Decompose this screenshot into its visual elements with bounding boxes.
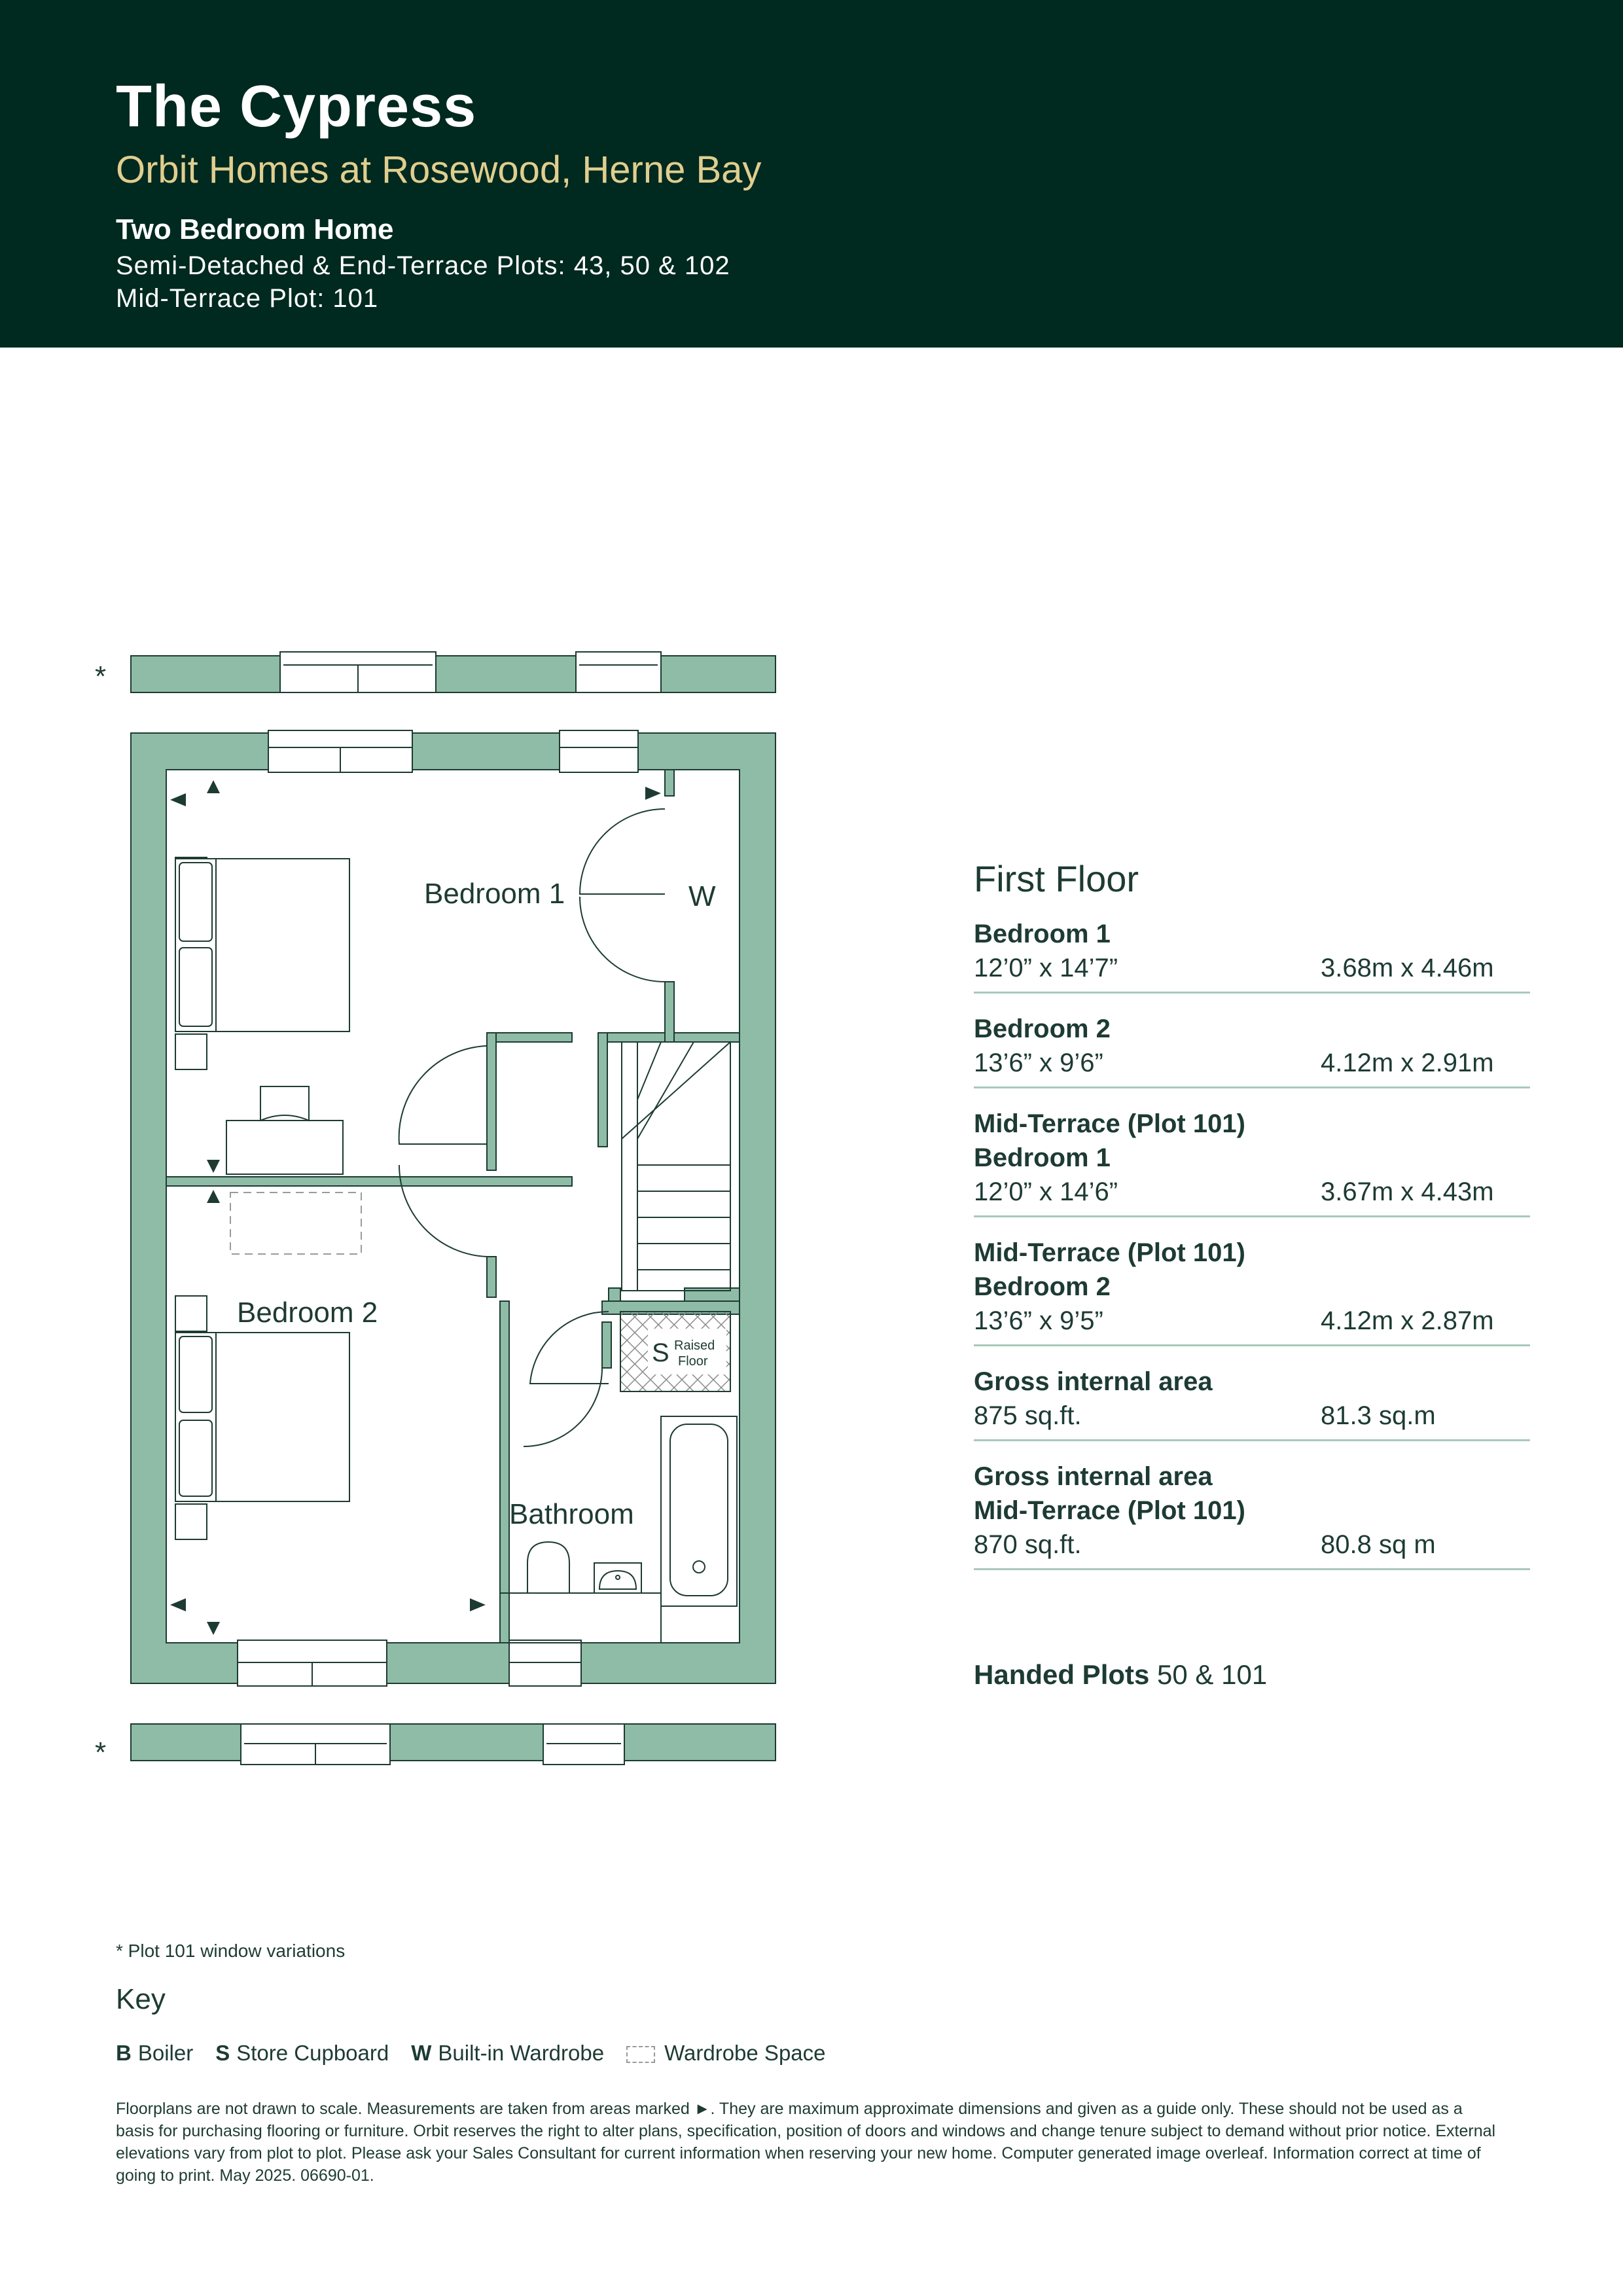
spec-title: Mid-Terrace (Plot 101) [974, 1238, 1245, 1267]
disclaimer: Floorplans are not drawn to scale. Measurements are taken from areas marked ►. They are maximum approximate dimensions and given as a guide only. These should not be used as a basis for purchasing flooring or furniture. Orbit reserves the right to alter plans, specification, position of doors and windows and change tenure subject to demand without prior notice. External elevations vary from plot to plot. Please ask your Sales Consultant for current information when reserving your new home. Computer generated image overleaf. Information correct at time of going to print. May 2025. 06690-01. [116, 2100, 1496, 2185]
raised-floor-label-2: Floor [678, 1354, 708, 1369]
spec-item [974, 1102, 1530, 1217]
spec-title: Bedroom 1 [974, 1143, 1111, 1172]
room-label-wardrobe: W [688, 880, 716, 912]
room-dimensions-panel [974, 857, 1530, 1583]
key-wardrobe-space: Wardrobe Space [626, 2041, 825, 2066]
handed-plots-label: Handed Plots [974, 1659, 1150, 1690]
floor-plan [85, 641, 812, 1780]
bathtub [661, 1416, 737, 1606]
wardrobe-space-swatch-icon [626, 2046, 655, 2063]
raised-floor-label-1: Raised [674, 1338, 715, 1353]
spec-imperial: 870 sq.ft. [974, 1530, 1082, 1559]
home-type: Two Bedroom Home [116, 213, 394, 245]
spec-item [974, 1007, 1530, 1088]
window-variation-star-top: * [95, 660, 107, 692]
spec-imperial: 13’6” x 9’6” [974, 1049, 1103, 1077]
spec-title: Bedroom 2 [974, 1014, 1111, 1043]
spec-title: Mid-Terrace (Plot 101) [974, 1496, 1245, 1525]
spec-item [974, 912, 1530, 994]
spec-title: Gross internal area [974, 1367, 1213, 1396]
desk [226, 1086, 343, 1174]
spec-metric: 4.12m x 2.87m [1321, 1306, 1494, 1335]
spec-metric: 4.12m x 2.91m [1321, 1049, 1494, 1077]
variation-window [576, 652, 661, 692]
window [560, 730, 638, 772]
basin [594, 1563, 641, 1593]
spec-imperial: 13’6” x 9’5” [974, 1306, 1103, 1335]
spec-metric: 81.3 sq.m [1321, 1401, 1436, 1430]
spec-title: Gross internal area [974, 1462, 1213, 1491]
key-legend [116, 2041, 826, 2066]
handed-plots [974, 1659, 1267, 1691]
spec-item [974, 1359, 1530, 1441]
spec-title: Bedroom 1 [974, 920, 1111, 948]
staircase [622, 1042, 730, 1291]
bed-bedroom1 [175, 857, 349, 1069]
bed-bedroom2 [175, 1296, 349, 1539]
spec-title: Mid-Terrace (Plot 101) [974, 1109, 1245, 1138]
room-label-bathroom: Bathroom [509, 1498, 634, 1530]
toilet [527, 1542, 569, 1593]
spec-title: Bedroom 2 [974, 1272, 1111, 1301]
spec-metric: 3.68m x 4.46m [1321, 954, 1494, 982]
window-variation-strip-top [131, 656, 776, 692]
development-subtitle: Orbit Homes at Rosewood, Herne Bay [116, 149, 762, 191]
handed-plots-value: 50 & 101 [1157, 1659, 1268, 1690]
floor-title: First Floor [974, 858, 1139, 899]
plots-line-2: Mid-Terrace Plot: 101 [116, 284, 379, 313]
window-variation-star-bottom: * [95, 1736, 107, 1768]
key-wardrobe: W Built-in Wardrobe [411, 2041, 605, 2065]
wardrobe-space [230, 1193, 361, 1254]
room-label-bedroom2: Bedroom 2 [237, 1297, 378, 1329]
spec-item [974, 1454, 1530, 1570]
spec-item [974, 1230, 1530, 1346]
store-label: S [652, 1338, 669, 1367]
window-variation-note: * Plot 101 window variations [116, 1941, 346, 1961]
key-store: S Store Cupboard [215, 2041, 389, 2065]
plots-line-1: Semi-Detached & End-Terrace Plots: 43, 50 & 102 [116, 251, 730, 280]
spec-metric: 80.8 sq m [1321, 1530, 1436, 1559]
page-title: The Cypress [116, 74, 477, 139]
header-banner [0, 0, 1623, 348]
spec-imperial: 875 sq.ft. [974, 1401, 1082, 1430]
room-label-bedroom1: Bedroom 1 [424, 878, 565, 910]
spec-metric: 3.67m x 4.43m [1321, 1177, 1494, 1206]
key-boiler: B Boiler [116, 2041, 194, 2065]
key-title: Key [116, 1983, 166, 2015]
spec-imperial: 12’0” x 14’6” [974, 1177, 1118, 1206]
spec-imperial: 12’0” x 14’7” [974, 954, 1118, 982]
window-variation-strip-bottom [131, 1724, 776, 1761]
